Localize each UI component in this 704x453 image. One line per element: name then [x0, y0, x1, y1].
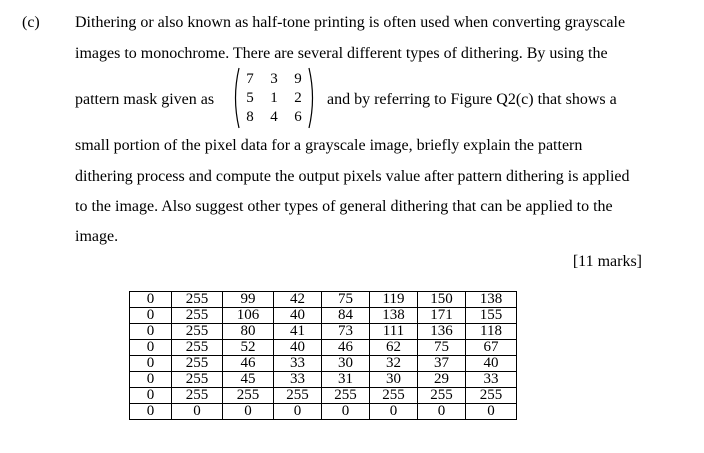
table-cell: 46 — [223, 356, 274, 372]
question-line-4: small portion of the pixel data for a grayscale image, briefly explain the pattern — [75, 137, 583, 154]
table-cell: 0 — [130, 292, 172, 308]
table-cell: 0 — [130, 356, 172, 372]
table-cell: 0 — [418, 404, 466, 420]
mask-cell: 6 — [294, 109, 302, 125]
table-cell: 75 — [418, 340, 466, 356]
table-cell: 255 — [172, 292, 223, 308]
right-paren-icon — [308, 67, 317, 129]
marks-label: [11 marks] — [572, 253, 642, 270]
table-cell: 0 — [322, 404, 370, 420]
mask-cell: 3 — [270, 71, 278, 87]
table-cell: 99 — [223, 292, 274, 308]
table-cell: 138 — [370, 308, 418, 324]
table-cell: 255 — [274, 388, 322, 404]
table-cell: 138 — [466, 292, 517, 308]
table-cell: 0 — [172, 404, 223, 420]
table-cell: 106 — [223, 308, 274, 324]
table-row — [130, 372, 517, 388]
table-cell: 52 — [223, 340, 274, 356]
question-line-5: dithering process and compute the output pixels value after pattern dithering is applied — [75, 168, 630, 185]
table-row — [130, 340, 517, 356]
table-cell: 30 — [370, 372, 418, 388]
table-cell: 41 — [274, 324, 322, 340]
table-cell: 0 — [466, 404, 517, 420]
mask-cell: 1 — [270, 90, 278, 106]
table-cell: 40 — [274, 340, 322, 356]
table-cell: 0 — [130, 372, 172, 388]
table-cell: 255 — [172, 340, 223, 356]
table-cell: 155 — [466, 308, 517, 324]
table-cell: 0 — [130, 324, 172, 340]
table-row — [130, 308, 517, 324]
table-cell: 0 — [370, 404, 418, 420]
pattern-mask-matrix — [231, 67, 317, 129]
table-cell: 150 — [418, 292, 466, 308]
question-line-3a: pattern mask given as — [75, 91, 215, 108]
table-cell: 255 — [172, 324, 223, 340]
table-cell: 33 — [274, 356, 322, 372]
table-cell: 0 — [130, 388, 172, 404]
table-cell: 0 — [130, 340, 172, 356]
table-cell: 75 — [322, 292, 370, 308]
table-row — [130, 356, 517, 372]
question-line-3b: and by referring to Figure Q2(c) that shows a — [327, 91, 617, 108]
question-label: (c) — [22, 14, 40, 31]
table-cell: 118 — [466, 324, 517, 340]
table-cell: 73 — [322, 324, 370, 340]
table-cell: 171 — [418, 308, 466, 324]
table-cell: 255 — [172, 356, 223, 372]
mask-cell: 5 — [246, 90, 254, 106]
table-cell: 62 — [370, 340, 418, 356]
table-row — [130, 388, 517, 404]
table-cell: 255 — [418, 388, 466, 404]
mask-cell: 2 — [294, 90, 302, 106]
table-cell: 42 — [274, 292, 322, 308]
question-line-2: images to monochrome. There are several different types of dithering. By using the — [75, 45, 608, 62]
table-cell: 255 — [172, 388, 223, 404]
pixel-data-table — [129, 291, 517, 420]
table-cell: 255 — [322, 388, 370, 404]
table-cell: 255 — [172, 372, 223, 388]
table-cell: 29 — [418, 372, 466, 388]
table-cell: 255 — [172, 308, 223, 324]
table-cell: 40 — [466, 356, 517, 372]
table-cell: 136 — [418, 324, 466, 340]
question-line-6: to the image. Also suggest other types of general dithering that can be applied to the — [75, 198, 613, 215]
table-cell: 45 — [223, 372, 274, 388]
mask-cell: 8 — [246, 109, 254, 125]
table-cell: 46 — [322, 340, 370, 356]
table-cell: 80 — [223, 324, 274, 340]
table-cell: 30 — [322, 356, 370, 372]
table-cell: 0 — [223, 404, 274, 420]
question-line-7: image. — [75, 228, 119, 245]
table-cell: 33 — [466, 372, 517, 388]
table-row — [130, 292, 517, 308]
table-cell: 84 — [322, 308, 370, 324]
table-cell: 31 — [322, 372, 370, 388]
table-cell: 111 — [370, 324, 418, 340]
table-cell: 119 — [370, 292, 418, 308]
table-cell: 255 — [466, 388, 517, 404]
table-cell: 67 — [466, 340, 517, 356]
table-cell: 33 — [274, 372, 322, 388]
left-paren-icon — [231, 67, 240, 129]
table-cell: 255 — [370, 388, 418, 404]
table-cell: 0 — [130, 404, 172, 420]
table-cell: 0 — [130, 308, 172, 324]
table-row — [130, 404, 517, 420]
table-row — [130, 324, 517, 340]
table-cell: 255 — [223, 388, 274, 404]
table-cell: 32 — [370, 356, 418, 372]
table-cell: 40 — [274, 308, 322, 324]
table-cell: 0 — [274, 404, 322, 420]
mask-cell: 9 — [294, 71, 302, 87]
table-cell: 37 — [418, 356, 466, 372]
question-line-1: Dithering or also known as half-tone printing is often used when converting grayscale — [75, 14, 626, 31]
mask-cell: 7 — [246, 71, 254, 87]
mask-cell: 4 — [270, 109, 278, 125]
